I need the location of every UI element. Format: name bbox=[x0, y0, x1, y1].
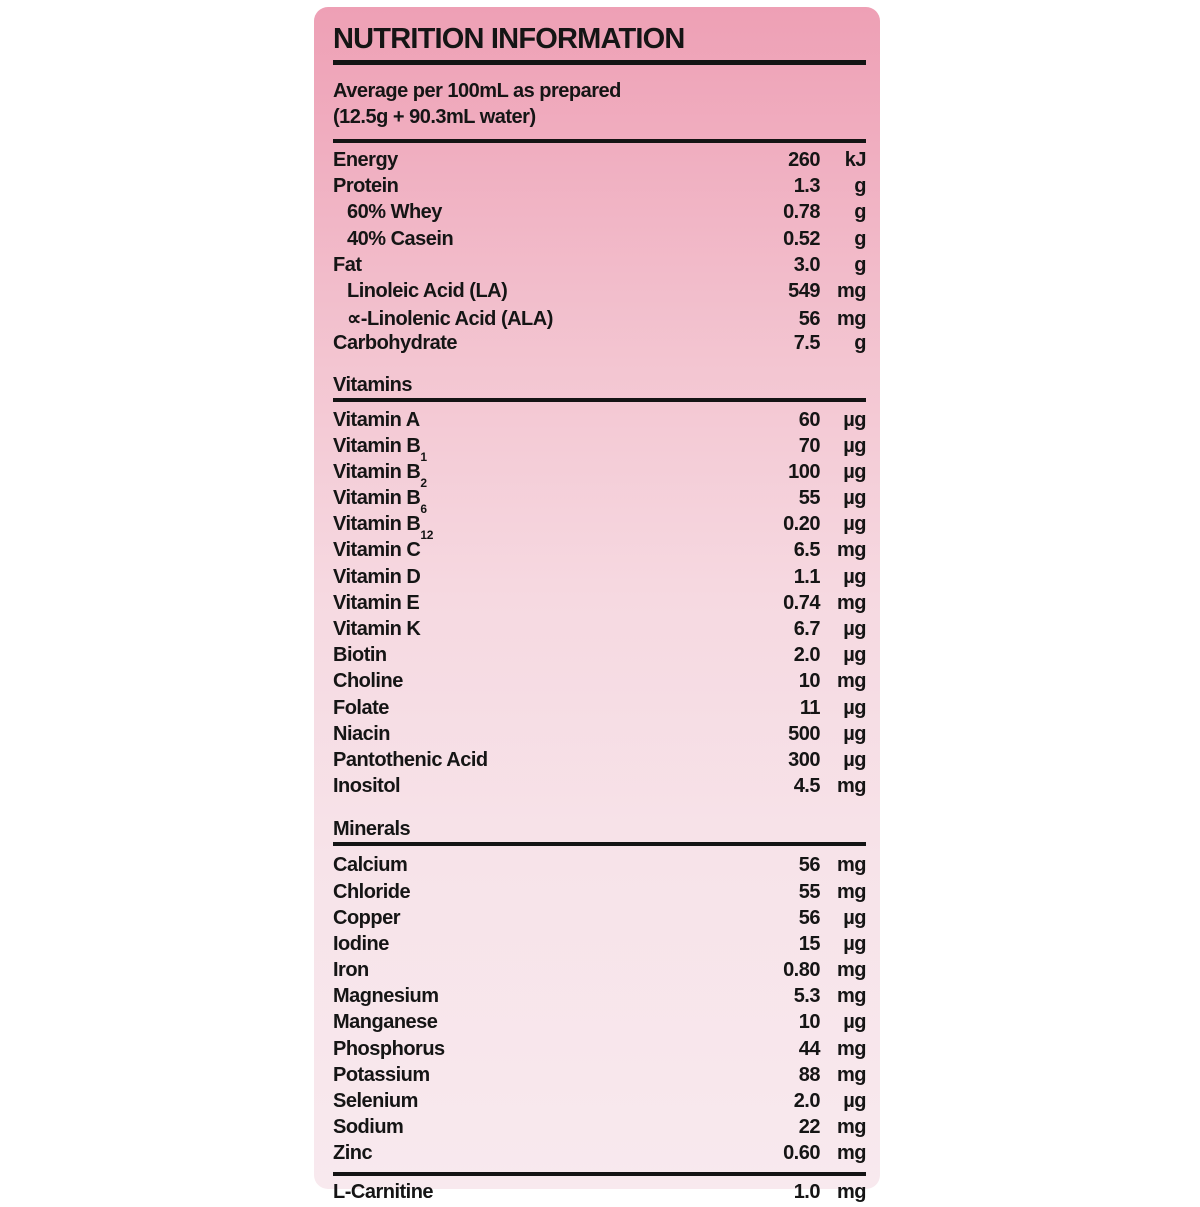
nutrient-unit: µg bbox=[843, 906, 866, 929]
mineral-rows bbox=[333, 854, 866, 1168]
nutrient-unit: g bbox=[854, 253, 866, 276]
nutrient-label: Magnesium bbox=[333, 985, 439, 1008]
nutrient-label: Protein bbox=[333, 175, 399, 198]
serving-line-2: (12.5g + 90.3mL water) bbox=[333, 106, 536, 128]
nutrient-value: 70 bbox=[798, 434, 820, 457]
nutrient-value: 15 bbox=[798, 932, 820, 955]
nutrient-row bbox=[333, 149, 866, 175]
nutrient-unit: mg bbox=[837, 985, 866, 1008]
nutrient-row bbox=[333, 749, 866, 775]
nutrient-value: 1.0 bbox=[793, 1180, 820, 1203]
nutrient-label: 60% Whey bbox=[347, 201, 442, 224]
nutrient-unit: µg bbox=[843, 1090, 866, 1112]
nutrient-value: 60 bbox=[798, 408, 820, 431]
nutrient-value: 4.5 bbox=[793, 775, 820, 798]
nutrient-row bbox=[333, 487, 866, 517]
nutrient-label: Sodium bbox=[333, 1116, 404, 1139]
nutrient-value: 100 bbox=[788, 460, 820, 483]
nutrient-row bbox=[333, 566, 866, 592]
nutrient-row bbox=[333, 1011, 866, 1037]
serving-info bbox=[333, 78, 866, 130]
nutrient-row bbox=[333, 513, 866, 543]
nutrient-row bbox=[333, 175, 866, 201]
nutrition-information-panel bbox=[314, 7, 880, 1203]
nutrient-unit: g bbox=[854, 332, 866, 355]
nutrient-value: 1.3 bbox=[793, 175, 820, 198]
other-nutrient-rows bbox=[333, 1181, 866, 1207]
nutrient-row bbox=[333, 409, 866, 435]
nutrient-unit: µg bbox=[843, 748, 866, 771]
title-divider bbox=[333, 60, 866, 65]
nutrient-row bbox=[333, 618, 866, 644]
nutrient-unit: µg bbox=[843, 565, 866, 588]
nutrient-label: Folate bbox=[333, 696, 389, 719]
nutrient-row bbox=[333, 723, 866, 749]
nutrient-value: 2.0 bbox=[793, 644, 820, 667]
nutrient-row bbox=[333, 280, 866, 306]
nutrient-label: Iodine bbox=[333, 932, 389, 955]
nutrient-value: 0.74 bbox=[783, 591, 820, 614]
nutrient-value: 500 bbox=[788, 722, 820, 745]
nutrient-label: Zinc bbox=[333, 1142, 373, 1165]
nutrient-row bbox=[333, 644, 866, 670]
nutrient-value: 5.3 bbox=[793, 985, 820, 1008]
nutrient-label: Choline bbox=[333, 670, 403, 693]
nutrient-unit: mg bbox=[837, 1116, 866, 1139]
nutrient-row bbox=[333, 306, 866, 332]
nutrient-unit: µg bbox=[843, 1011, 866, 1034]
nutrient-unit: mg bbox=[837, 775, 866, 798]
nutrient-value: 55 bbox=[798, 487, 820, 510]
nutrient-label: ∝-Linolenic Acid (ALA) bbox=[347, 308, 553, 331]
nutrient-unit: mg bbox=[837, 959, 866, 982]
nutrient-label: Energy bbox=[333, 149, 398, 171]
nutrient-value: 56 bbox=[798, 906, 820, 929]
nutrient-label: Chloride bbox=[333, 880, 411, 903]
nutrient-row bbox=[333, 854, 866, 880]
macronutrient-rows bbox=[333, 149, 866, 359]
nutrient-label: Vitamin $B_2$ bbox=[333, 460, 427, 490]
panel-title: NUTRITION INFORMATION bbox=[333, 23, 685, 55]
nutrient-label: Vitamin E bbox=[333, 591, 420, 614]
nutrient-label: Fat bbox=[333, 253, 362, 276]
nutrient-unit: mg bbox=[837, 539, 866, 562]
nutrient-label-subscript: 12 bbox=[420, 528, 434, 543]
nutrient-label: Inositol bbox=[333, 775, 401, 798]
nutrient-row bbox=[333, 933, 866, 959]
nutrient-unit: µg bbox=[843, 932, 866, 955]
nutrient-unit: mg bbox=[837, 308, 866, 331]
nutrient-label: Potassium bbox=[333, 1063, 430, 1086]
nutrient-row bbox=[333, 1090, 866, 1116]
nutrient-value: 2.0 bbox=[793, 1090, 820, 1112]
nutrient-unit: µg bbox=[843, 460, 866, 483]
nutrient-value: 44 bbox=[798, 1037, 820, 1060]
nutrient-unit: µg bbox=[843, 513, 866, 536]
nutrient-value: 3.0 bbox=[793, 253, 820, 276]
nutrient-label: Pantothenic Acid bbox=[333, 748, 488, 771]
nutrient-value: 1.1 bbox=[793, 565, 820, 588]
nutrient-value: 549 bbox=[788, 279, 820, 302]
nutrient-row bbox=[333, 1181, 866, 1207]
nutrient-value: 0.78 bbox=[783, 201, 820, 224]
nutrient-row bbox=[333, 985, 866, 1011]
nutrient-label-subscript: 1 bbox=[420, 449, 427, 464]
nutrient-unit: mg bbox=[837, 279, 866, 302]
nutrient-unit: mg bbox=[837, 854, 866, 877]
minerals-divider bbox=[333, 842, 866, 846]
nutrient-label: Linoleic Acid (LA) bbox=[347, 279, 508, 302]
nutrient-unit: mg bbox=[837, 1142, 866, 1165]
nutrient-value: 10 bbox=[798, 670, 820, 693]
nutrient-label: L-Carnitine bbox=[333, 1180, 434, 1203]
nutrient-value: 6.5 bbox=[793, 539, 820, 562]
nutrient-unit: kJ bbox=[844, 149, 866, 171]
nutrient-row bbox=[333, 228, 866, 254]
vitamin-rows bbox=[333, 409, 866, 802]
nutrient-unit: µg bbox=[843, 696, 866, 719]
vitamins-section-header: Vitamins bbox=[333, 373, 412, 396]
nutrient-row bbox=[333, 1116, 866, 1142]
nutrient-value: 88 bbox=[798, 1063, 820, 1086]
nutrient-value: 0.60 bbox=[783, 1142, 820, 1165]
nutrient-value: 56 bbox=[798, 308, 820, 331]
nutrient-unit: µg bbox=[843, 722, 866, 745]
nutrient-label: Iron bbox=[333, 959, 369, 982]
nutrient-unit: µg bbox=[843, 618, 866, 640]
nutrient-unit: mg bbox=[837, 880, 866, 903]
nutrient-unit: mg bbox=[837, 1037, 866, 1060]
nutrient-unit: g bbox=[854, 227, 866, 250]
nutrient-label: Vitamin A bbox=[333, 408, 420, 431]
nutrient-unit: µg bbox=[843, 644, 866, 667]
nutrient-label: Vitamin $B_1$ bbox=[333, 434, 427, 464]
nutrient-unit: mg bbox=[837, 591, 866, 614]
nutrient-row bbox=[333, 332, 866, 358]
nutrient-label: Manganese bbox=[333, 1011, 438, 1034]
nutrient-value: 6.7 bbox=[793, 618, 820, 640]
minerals-section-header: Minerals bbox=[333, 818, 411, 841]
nutrient-row bbox=[333, 907, 866, 933]
nutrient-label: Calcium bbox=[333, 854, 408, 877]
nutrient-row bbox=[333, 1038, 866, 1064]
nutrient-row bbox=[333, 201, 866, 227]
nutrient-label: Vitamin C bbox=[333, 539, 421, 562]
nutrient-unit: µg bbox=[843, 408, 866, 431]
nutrient-label: Niacin bbox=[333, 722, 391, 745]
nutrient-value: 300 bbox=[788, 748, 820, 771]
nutrient-label: Phosphorus bbox=[333, 1037, 445, 1060]
nutrient-row bbox=[333, 592, 866, 618]
nutrient-row bbox=[333, 460, 866, 490]
nutrient-value: 22 bbox=[798, 1116, 820, 1139]
nutrient-label-subscript: 6 bbox=[420, 502, 427, 517]
nutrient-unit: mg bbox=[837, 1063, 866, 1086]
nutrient-unit: g bbox=[854, 175, 866, 198]
nutrient-value: 11 bbox=[799, 696, 820, 719]
nutrient-unit: mg bbox=[837, 670, 866, 693]
serving-line-1: Average per 100mL as prepared bbox=[333, 80, 621, 102]
nutrient-row bbox=[333, 1064, 866, 1090]
nutrient-unit: mg bbox=[837, 1180, 866, 1203]
nutrient-label: Vitamin K bbox=[333, 618, 421, 640]
nutrient-value: 0.20 bbox=[783, 513, 820, 536]
nutrient-label: Vitamin $B_{12}$ bbox=[333, 513, 434, 543]
nutrient-value: 10 bbox=[798, 1011, 820, 1034]
nutrient-value: 55 bbox=[798, 880, 820, 903]
nutrient-row bbox=[333, 670, 866, 696]
nutrient-row bbox=[333, 697, 866, 723]
nutrient-row bbox=[333, 434, 866, 464]
nutrient-label: Selenium bbox=[333, 1090, 418, 1112]
nutrient-unit: g bbox=[854, 201, 866, 224]
nutrient-value: 0.80 bbox=[783, 959, 820, 982]
serving-divider bbox=[333, 139, 866, 143]
nutrient-label: Vitamin $B_6$ bbox=[333, 487, 427, 517]
nutrient-label: Carbohydrate bbox=[333, 332, 458, 355]
nutrient-value: 7.5 bbox=[793, 332, 820, 355]
nutrient-label-subscript: 2 bbox=[420, 475, 427, 490]
nutrient-row bbox=[333, 775, 866, 801]
nutrient-row bbox=[333, 539, 866, 565]
nutrient-value: 0.52 bbox=[783, 227, 820, 250]
nutrient-row bbox=[333, 881, 866, 907]
nutrient-value: 260 bbox=[788, 149, 820, 171]
nutrient-label: Vitamin D bbox=[333, 565, 421, 588]
nutrient-label: 40% Casein bbox=[347, 227, 454, 250]
nutrient-value: 56 bbox=[798, 854, 820, 877]
nutrient-row bbox=[333, 254, 866, 280]
nutrient-label: Biotin bbox=[333, 644, 387, 667]
nutrient-row bbox=[333, 959, 866, 985]
nutrient-unit: µg bbox=[843, 434, 866, 457]
nutrient-label: Copper bbox=[333, 906, 400, 929]
nutrient-unit: µg bbox=[843, 487, 866, 510]
vitamins-divider bbox=[333, 398, 866, 402]
nutrient-row bbox=[333, 1142, 866, 1168]
l-carnitine-divider bbox=[333, 1172, 866, 1176]
